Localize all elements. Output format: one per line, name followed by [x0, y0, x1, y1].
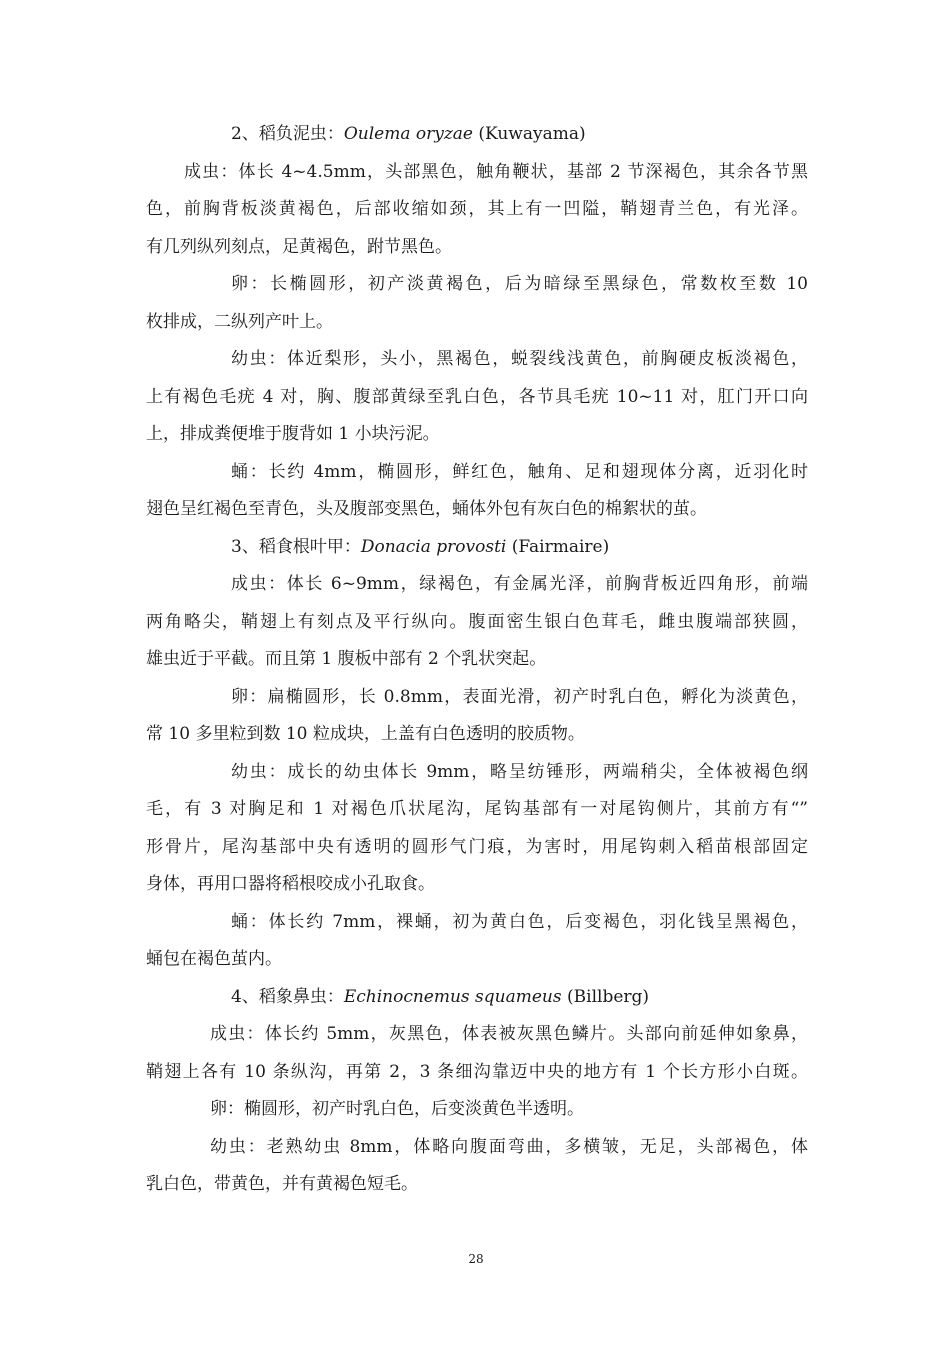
- text-line: 两角略尖，鞘翅上有刻点及平行纵向。腹面密生银白色茸毛，雌虫腹端部狭圆，: [146, 611, 808, 632]
- scientific-name: Echinocnemus squameus: [343, 986, 562, 1007]
- text-line: 幼虫：成长的幼虫体长 9mm，略呈纺锤形，两端稍尖，全体被褐色纲: [231, 761, 808, 782]
- scientific-name: Donacia provosti: [360, 536, 507, 557]
- text-line: 幼虫：老熟幼虫 8mm，体略向腹面弯曲，多横皱，无足，头部褐色，体: [210, 1136, 808, 1157]
- text-line: 毛，有 3 对胸足和 1 对褐色爪状尾沟，尾钩基部有一对尾钩侧片，其前方有“”: [146, 799, 808, 819]
- text-line: 翅色呈红褐色至青色，头及腹部变黑色，蛹体外包有灰白色的棉絮状的茧。: [146, 499, 707, 519]
- text-line: 上有褐色毛疣 4 对，胸、腹部黄绿至乳白色，各节具毛疣 10~11 对，肛门开口向: [146, 386, 808, 407]
- text-line: 卵：扁椭圆形，长 0.8mm，表面光滑，初产时乳白色，孵化为淡黄色，: [231, 686, 808, 707]
- heading-text: 4、稻象鼻虫：: [231, 986, 344, 1007]
- author-name: (Fairmaire): [506, 536, 610, 557]
- text-line: 形骨片，尾沟基部中央有透明的圆形气门痕，为害时，用尾钩刺入稻苗根部固定: [146, 836, 808, 857]
- section-heading-echinocnemus: [146, 979, 808, 1017]
- scientific-name: Oulema oryzae: [343, 124, 473, 144]
- section-heading-oulema: [146, 116, 808, 154]
- text-line: 上，排成粪便堆于腹背如 1 小块污泥。: [146, 424, 440, 444]
- text-line: 蛹：体长约 7mm，裸蛹，初为黄白色，后变褐色，羽化钱呈黑褐色，: [231, 911, 808, 932]
- author-name: (Kuwayama): [473, 124, 586, 144]
- text-line: 成虫：体长约 5mm，灰黑色，体表被灰黑色鳞片。头部向前延伸如象鼻，: [210, 1024, 808, 1044]
- heading-text: 3、稻食根叶甲：: [231, 536, 361, 557]
- text-line: 成虫：体长 4~4.5mm，头部黑色，触角鞭状，基部 2 节深褐色，其余各节黑: [184, 161, 808, 182]
- text-line: 常 10 多里粒到数 10 粒成块，上盖有白色透明的胶质物。: [146, 724, 585, 744]
- text-line: 成虫：体长 6~9mm，绿褐色，有金属光泽，前胸背板近四角形，前端: [231, 574, 808, 594]
- page-number: 28: [468, 1252, 484, 1266]
- text-line: 乳白色，带黄色，并有黄褐色短毛。: [146, 1174, 418, 1194]
- text-line: 色，前胸背板淡黄褐色，后部收缩如颈，其上有一凹隘，鞘翅青兰色，有光泽。: [146, 199, 808, 219]
- heading-text: 2、稻负泥虫：: [231, 124, 344, 144]
- document-body: [146, 116, 808, 1204]
- text-line: 卵：长椭圆形，初产淡黄褐色，后为暗绿至黑绿色，常数枚至数 10: [231, 274, 808, 294]
- text-line: 卵：椭圆形，初产时乳白色，后变淡黄色半透明。: [210, 1099, 584, 1119]
- author-name: (Billberg): [561, 986, 650, 1007]
- text-line: 蛹包在褐色茧内。: [146, 949, 282, 969]
- section-heading-donacia: [146, 529, 808, 567]
- text-line: 身体，再用口器将稻根咬成小孔取食。: [146, 874, 435, 894]
- text-line: 有几列纵列刻点，足黄褐色，跗节黑色。: [146, 236, 452, 257]
- text-line: 鞘翅上各有 10 条纵沟，再第 2，3 条细沟靠迈中央的地方有 1 个长方形小白斑。: [146, 1061, 808, 1082]
- text-line: 幼虫：体近梨形，头小，黑褐色，蜕裂线浅黄色，前胸硬皮板淡褐色，: [231, 349, 808, 369]
- text-line: 枚排成，二纵列产叶上。: [146, 311, 333, 332]
- text-line: 蛹：长约 4mm，椭圆形，鲜红色，触角、足和翅现体分离，近羽化时: [231, 461, 808, 482]
- text-line: 雄虫近于平截。而且第 1 腹板中部有 2 个乳状突起。: [146, 649, 547, 669]
